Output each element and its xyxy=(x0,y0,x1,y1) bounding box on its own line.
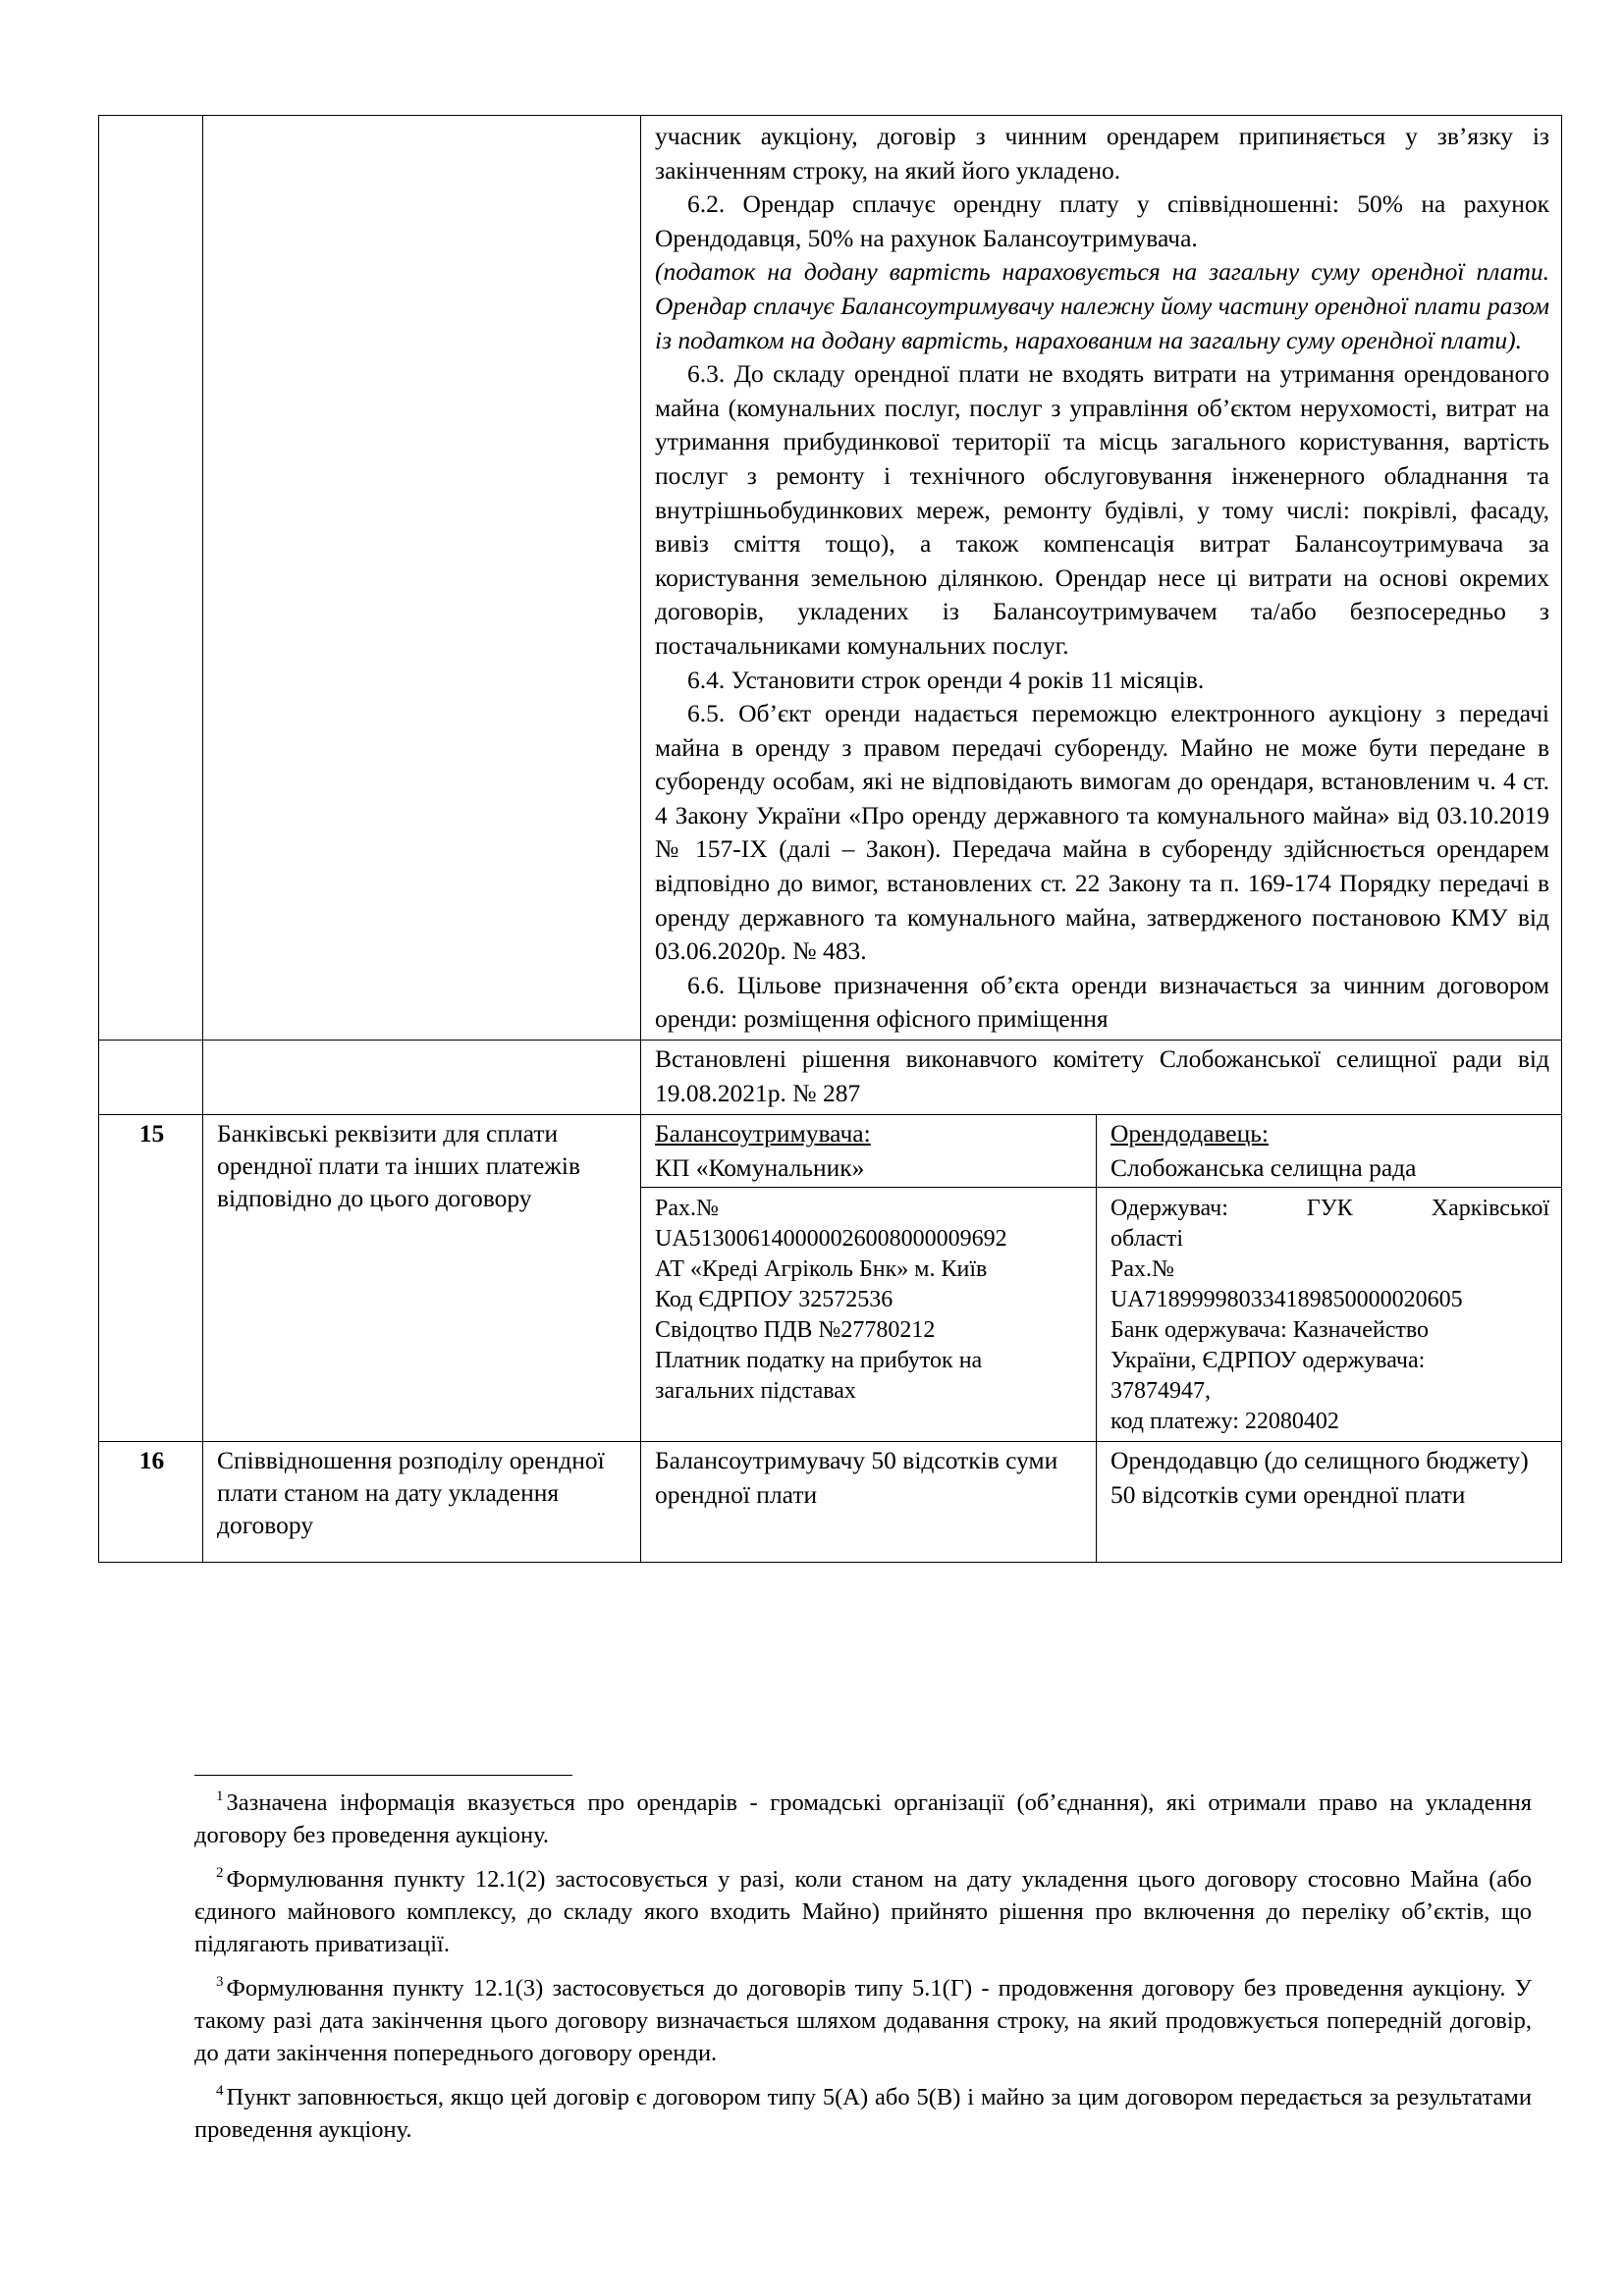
paragraph-6-2: 6.2. Орендар сплачує орендну плату у співвідношенні: 50% на рахунок Орендодавця, 50% на рахунок Балансоутримувача. xyxy=(655,189,1549,252)
row-label-cell xyxy=(203,116,641,1041)
footnote-1 xyxy=(194,1787,1532,1851)
balance-holder-name: КП «Комунальник» xyxy=(655,1152,865,1182)
table-row-16 xyxy=(99,1442,1562,1563)
balance-holder-tax-status-cont: загальних підставах xyxy=(655,1378,856,1405)
table-row-14-continued xyxy=(99,116,1562,1041)
lessor-account-label: Рах.№ xyxy=(1110,1256,1174,1283)
lessor-bank: Банк одержувача: Казначейство xyxy=(1110,1317,1430,1344)
rent-split-label: Співвідношення розподілу орендної плати станом на дату укладення договору xyxy=(203,1442,641,1563)
lessor-share: Орендодавцю (до селищного бюджету) 50 відсотків суми орендної плати xyxy=(1097,1442,1562,1563)
row-number-cell xyxy=(99,116,203,1041)
footnote-2 xyxy=(194,1863,1532,1960)
table-row-15-heads xyxy=(99,1115,1562,1188)
paragraph-6-1-end: учасник аукціону, договір з чинним орендарем припиняється у зв’язку із закінченням строку, на який його укладено. xyxy=(655,122,1549,185)
footnote-3 xyxy=(194,1972,1532,2069)
footnote-text: Пункт заповнюється, якщо цей договір є договором типу 5(А) або 5(В) і майно за цим договором передається за результатами проведення аукціону. xyxy=(194,2084,1532,2143)
lessor-name: Слобожанська селищна рада xyxy=(1110,1152,1417,1182)
lessor-edrpou: 37874947, xyxy=(1110,1378,1211,1405)
lease-terms-table xyxy=(98,115,1562,1563)
footnote-mark: 4 xyxy=(216,2083,224,2099)
row-label-cell xyxy=(203,1041,641,1115)
footnotes xyxy=(194,1787,1532,2158)
lessor-iban: UA718999980334189850000020605 xyxy=(1110,1287,1463,1313)
lessor-head-cell xyxy=(1097,1115,1562,1188)
balance-holder-details-cell xyxy=(641,1188,1097,1442)
auction-conditions-cell xyxy=(641,116,1562,1041)
balance-holder-bank: АТ «Креді Агріколь Бнк» м. Київ xyxy=(655,1256,988,1283)
footnote-mark: 1 xyxy=(216,1789,224,1804)
lessor-title: Орендодавець: xyxy=(1110,1119,1269,1148)
balance-holder-iban: UA513006140000026008000009692 xyxy=(655,1226,1007,1253)
balance-holder-vat-cert: Свідоцтво ПДВ №27780212 xyxy=(655,1317,936,1344)
lessor-recipient-cont: області xyxy=(1110,1226,1184,1253)
table-row-14-decision xyxy=(99,1041,1562,1115)
footnote-text: Формулювання пункту 12.1(3) застосовується до договорів типу 5.1(Г) - продовження договору без проведення аукціону. У такому разі дата закінчення цього договору визначається шляхом додавання строку, на який продовжується попередній договір, до дати закінчення попереднього договору оренди. xyxy=(194,1975,1532,2066)
paragraph-6-4: 6.4. Установити строк оренди 4 років 11 місяців. xyxy=(687,665,1205,694)
footnote-mark: 3 xyxy=(216,1974,224,1990)
paragraph-6-3: 6.3. До складу орендної плати не входять витрати на утримання орендованого майна (комунальних послуг, послуг з управління об’єктом нерухомості, витрат на утримання прибудинкової території та місць загального користування, вартість послуг з ремонту і технічного обслуговування інженерного обладнання та внутрішньобудинкових мереж, ремонту будівлі, у тому числі: покрівлі, фасаду, вивіз сміття тощо), а також компенсація витрат Балансоутримувача за користування земельною ділянкою. Орендар несе ці витрати на основі окремих договорів, укладених із Балансоутримувачем та/або безпосередньо з постачальниками комунальних послуг. xyxy=(655,359,1549,660)
lessor-bank-cont: України, ЄДРПОУ одержувача: xyxy=(1110,1348,1426,1374)
row-number-16: 16 xyxy=(99,1442,203,1563)
row-number-cell xyxy=(99,1041,203,1115)
footnote-separator xyxy=(194,1775,572,1776)
lessor-payment-code: код платежу: 22080402 xyxy=(1110,1409,1339,1435)
balance-holder-head-cell xyxy=(641,1115,1097,1188)
paragraph-6-6: 6.6. Цільове призначення об’єкта оренди визначається за чинним договором оренди: розміщення офісного приміщення xyxy=(655,970,1549,1034)
balance-holder-title: Балансоутримувача: xyxy=(655,1119,871,1148)
footnote-4 xyxy=(194,2081,1532,2146)
bank-details-label: Банківські реквізити для сплати орендної плати та інших платежів відповідно до цього договору xyxy=(203,1115,641,1442)
footnote-text: Формулювання пункту 12.1(2) застосовується у разі, коли станом на дату укладення цього договору стосовно Майна (або єдиного майнового комплексу, до складу якого входить Майно) прийнято рішення про включення до переліку об’єктів, що підлягають приватизації. xyxy=(194,1866,1532,1957)
decision-reference: Встановлені рішення виконавчого комітету Слобожанської селищної ради від 19.08.2021р. № 287 xyxy=(655,1044,1549,1107)
paragraph-6-5: 6.5. Об’єкт оренди надається переможцю електронного аукціону з передачі майна в оренду з правом передачі суборенду. Майно не може бути передане в суборенду особам, які не відповідають вимогам до орендаря, встановленим ч. 4 ст. 4 Закону України «Про оренду державного та комунального майна» від 03.10.2019 № 157-IX (далі – Закон). Передача майна в суборенду здійснюється орендарем відповідно до вимог, встановлених ст. 22 Закону та п. 169-174 Порядку передачі в оренду державного та комунального майна, затвердженого постановою КМУ від 03.06.2020р. № 483. xyxy=(655,699,1549,966)
lessor-details-cell xyxy=(1097,1188,1562,1442)
footnote-text: Зазначена інформація вказується про орендарів - громадські організації (об’єднання), які отримали право на укладення договору без проведення аукціону. xyxy=(194,1789,1532,1848)
balance-holder-edrpou: Код ЄДРПОУ 32572536 xyxy=(655,1287,893,1313)
decision-reference-cell xyxy=(641,1041,1562,1115)
paragraph-6-2-vat-note: (податок на додану вартість нараховується на загальну суму орендної плати. Орендар сплачує Балансоутримувачу належну йому частину орендної плати разом із податком на додану вартість, нарахованим на загальну суму орендної плати). xyxy=(655,257,1549,354)
footnote-mark: 2 xyxy=(216,1865,224,1881)
balance-holder-tax-status: Платник податку на прибуток на xyxy=(655,1348,983,1374)
row-number-15: 15 xyxy=(99,1115,203,1442)
balance-holder-detail-line: Рах.№ xyxy=(655,1196,719,1222)
lessor-recipient: Одержувач: ГУК Харківської xyxy=(1110,1196,1549,1222)
balance-holder-share: Балансоутримувачу 50 відсотків суми орендної плати xyxy=(641,1442,1097,1563)
